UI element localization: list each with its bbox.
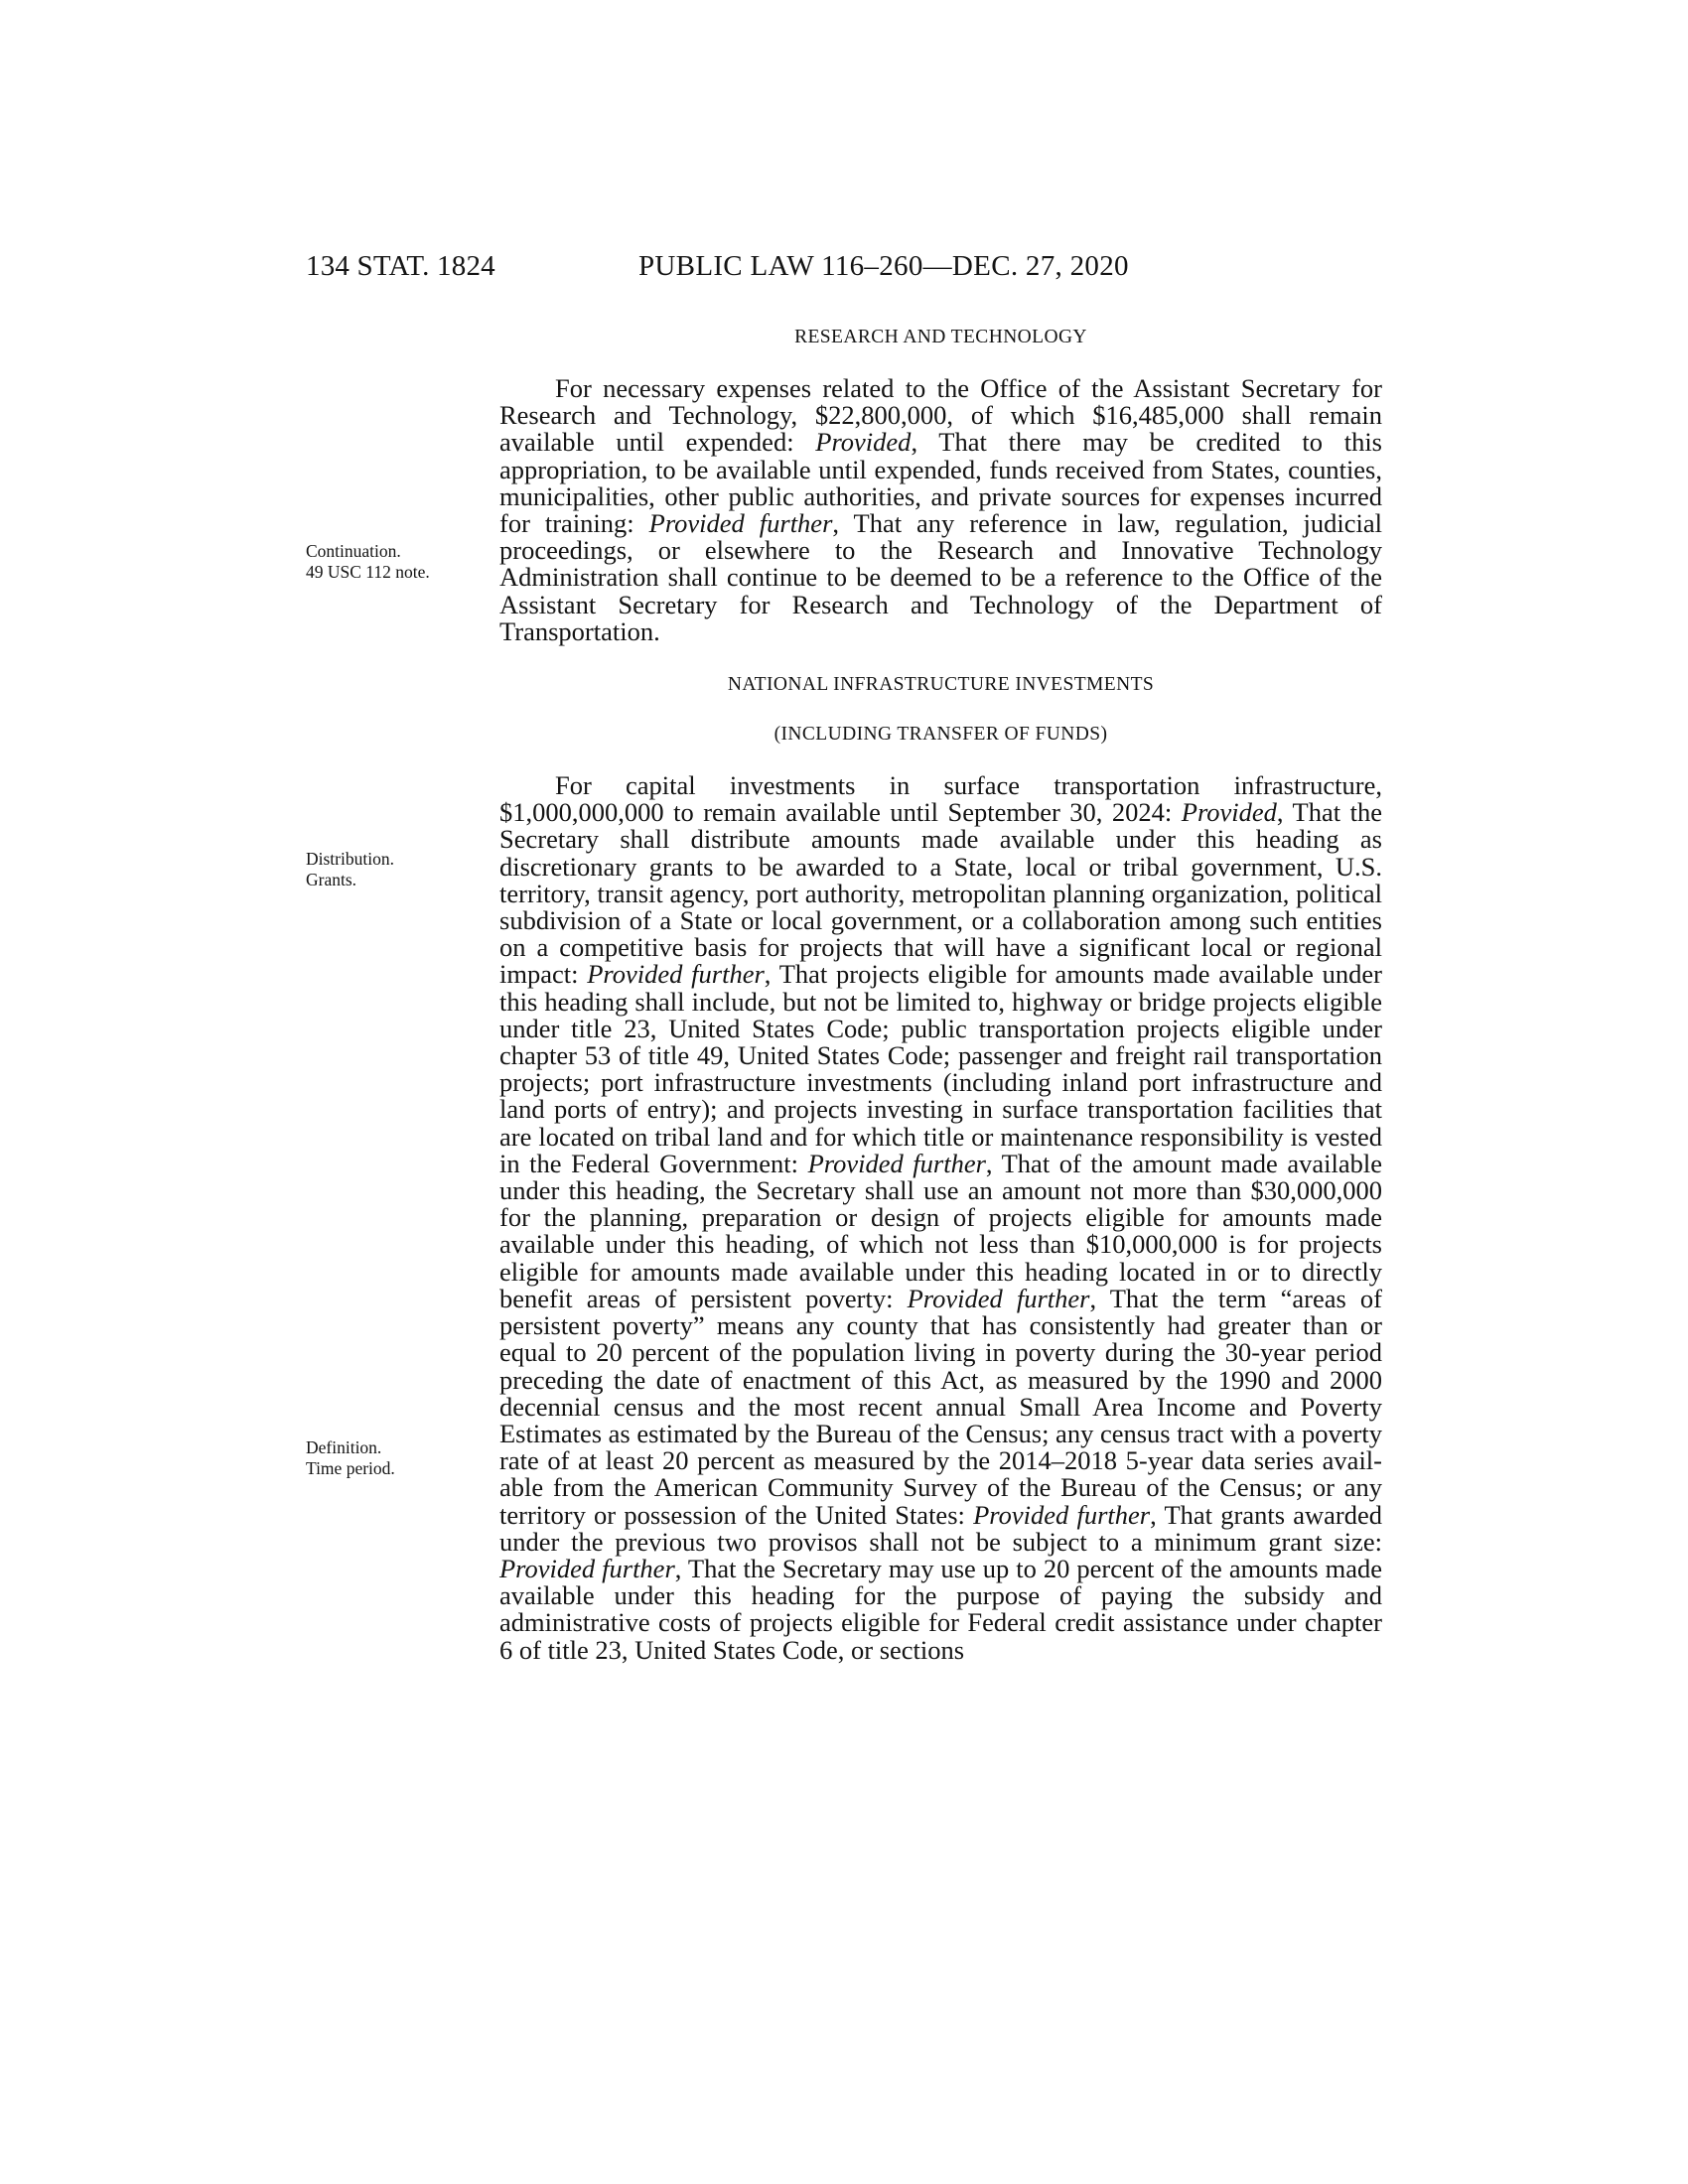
section-heading-infrastructure: NATIONAL INFRASTRUCTURE INVESTMENTS [727, 674, 1155, 696]
margin-note-line: Definition. [306, 1437, 382, 1457]
margin-note-distribution [306, 849, 494, 890]
section-heading-research: RESEARCH AND TECHNOLOGY [794, 327, 1087, 347]
stat-citation: 134 STAT. 1824 [306, 250, 495, 282]
margin-note-line: Grants. [306, 870, 357, 889]
margin-note-continuation [306, 541, 494, 583]
section-subheading-transfer: (INCLUDING TRANSFER OF FUNDS) [774, 724, 1108, 746]
research-paragraph: For necessary expenses related to the Office of the Assistant Secretary for Research and Technology, $22,800,000, of which $16,485,000 shall remain available until expended: Provided, That there may be credited to this appropriation, to be available until expended, funds received from States, counties, municipalities, other public authorities, and private sources for expenses incurred for training: Provided further, That any reference in law, regulation, judicial proceedings, or elsewhere to the Research and Innovative Technology Administration shall continue to be deemed to be a reference to the Office of the Assistant Secretary for Research and Technology of the Department of Transportation. [499, 373, 1383, 646]
margin-note-line: Time period. [306, 1458, 395, 1478]
infrastructure-paragraph: For capital investments in surface transportation infrastructure, $1,000,000,000 to remain available until September 30, 2024: Provided, That the Secretary shall distribute amounts made available under this heading as discretionary grants to be awarded to a State, local or tribal government, U.S. territory, transit agency, port authority, metropolitan planning organization, political subdivision of a State or local government, or a collaboration among such entities on a competitive basis for projects that will have a significant local or regional impact: Provided further, That projects eligible for amounts made available under this heading shall include, but not be limited to, highway or bridge projects eligible under title 23, United States Code; public transportation projects eligible under chapter 53 of title 49, United States Code; passenger and freight rail transportation projects; port infrastructure investments (including inland port infrastructure and land ports of entry); and projects investing in surface transportation facilities that are located on tribal land and for which title or maintenance responsibility is vested in the Federal Government: Provided further, That of the amount made available under this heading, the Secretary shall use an amount not more than $30,000,000 for the planning, preparation or design of projects eligible for amounts made available under this heading, of which not less than $10,000,000 is for projects eligible for amounts made available under this heading located in or to directly benefit areas of persistent poverty: Provided further, That the term “areas of persistent poverty” means any county that has consistently had greater than or equal to 20 percent of the population living in poverty during the 30-year period preceding the date of enactment of this Act, as measured by the 1990 and 2000 decennial census and the most recent annual Small Area Income and Poverty Estimates as estimated by the Bureau of the Census; any census tract with a poverty rate of at least 20 percent as measured by the 2014–2018 5-year data series available from the American Community Survey of the Bureau of the Census; or any territory or possession of the United States: Provided further, That grants awarded under the previous two provisos shall not be subject to a minimum grant size: Provided further, That the Secretary may use up to 20 percent of the amounts made available under this heading for the purpose of paying the subsidy and administrative costs of projects eligible for Federal credit assistance under chapter 6 of title 23, United States Code, or sections [499, 770, 1383, 1665]
margin-note-definition [306, 1437, 494, 1479]
margin-note-line: Continuation. [306, 541, 401, 561]
margin-note-line: 49 USC 112 note. [306, 562, 430, 582]
margin-note-line: Distribution. [306, 849, 394, 869]
law-title: PUBLIC LAW 116–260—DEC. 27, 2020 [638, 250, 1129, 282]
page-header [306, 250, 1378, 290]
main-text-column [499, 326, 1382, 1664]
